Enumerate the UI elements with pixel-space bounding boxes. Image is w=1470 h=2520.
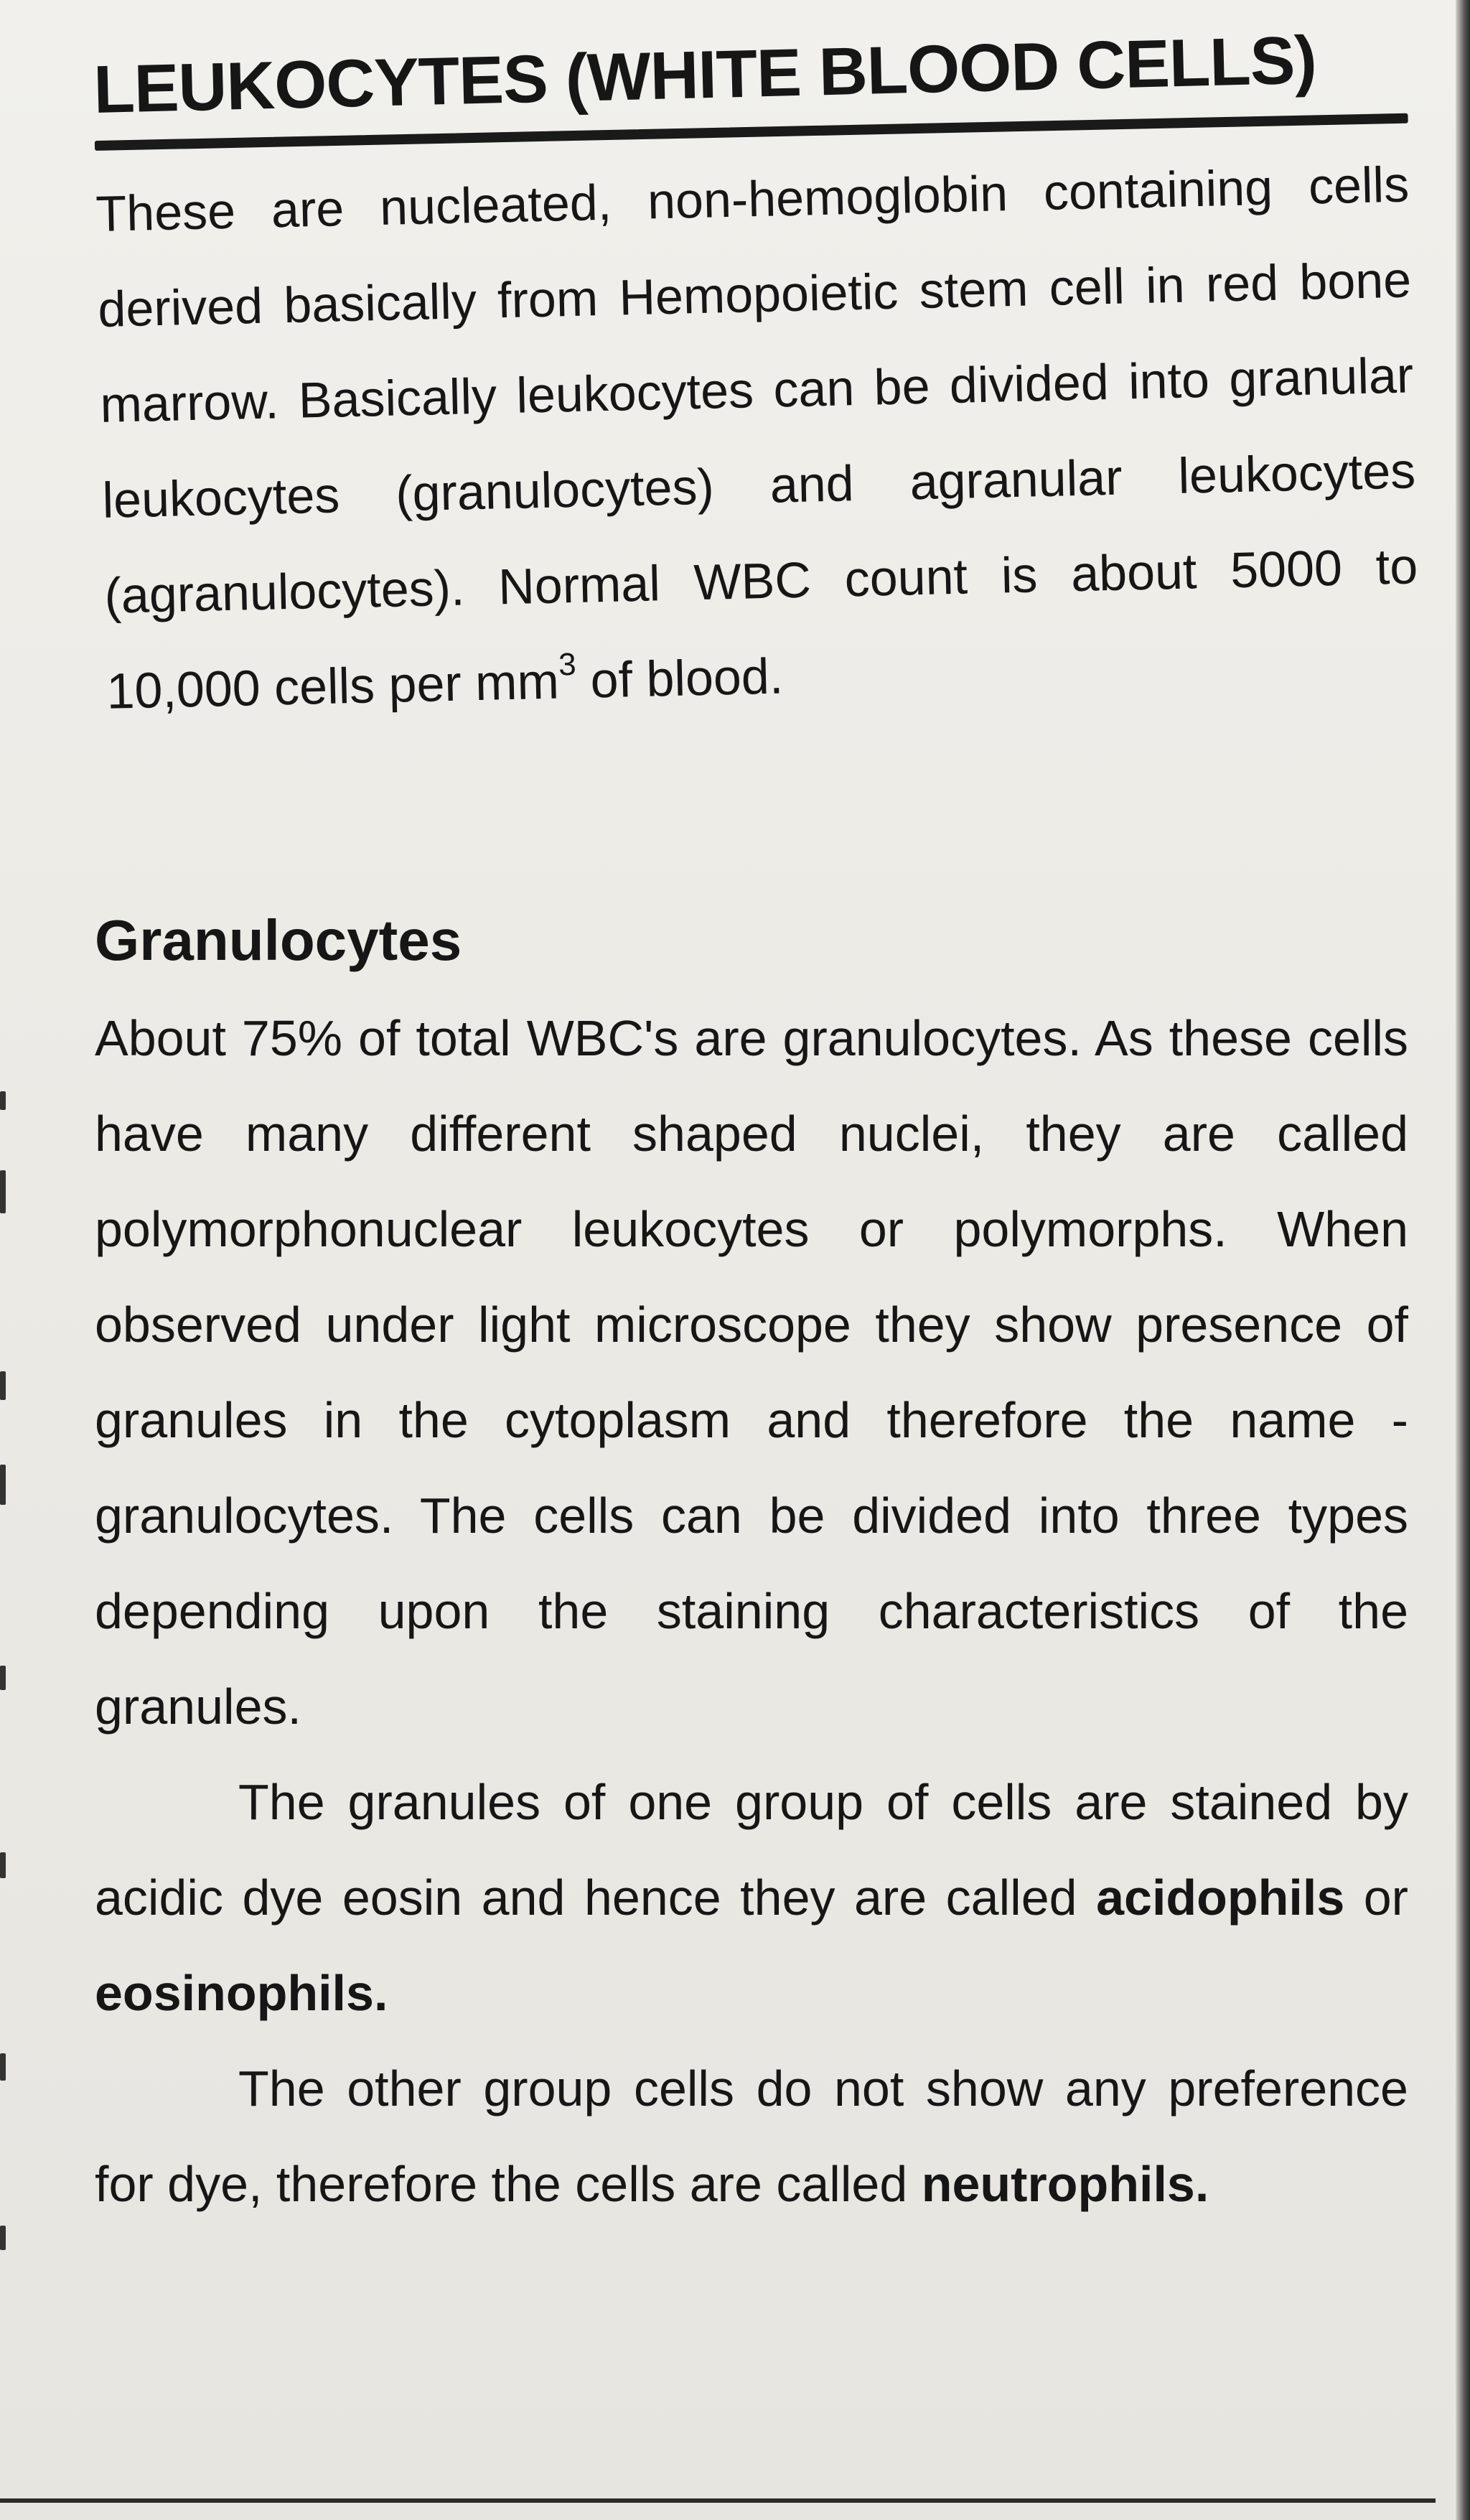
intro-text-end: of blood. xyxy=(576,648,784,709)
bottom-edge-line xyxy=(0,2498,1436,2503)
left-margin-mark xyxy=(0,2226,6,2250)
intro-paragraph xyxy=(95,136,1421,739)
granulocytes-paragraph-3 xyxy=(95,2041,1408,2232)
left-margin-mark xyxy=(0,1666,6,1690)
term-eosinophils: eosinophils xyxy=(95,1965,374,2021)
left-margin-mark xyxy=(0,1091,6,1110)
page-content xyxy=(93,22,1418,2232)
left-margin-mark xyxy=(0,1852,6,1878)
left-margin-mark xyxy=(0,1371,6,1400)
page-right-edge xyxy=(1456,0,1470,2520)
term-neutrophils: neutrophils xyxy=(921,2156,1195,2212)
intro-superscript: 3 xyxy=(558,646,577,683)
paragraph-2-end: . xyxy=(373,1965,388,2021)
paragraph-3-end: . xyxy=(1194,2156,1209,2212)
term-acidophils: acidophils xyxy=(1096,1870,1345,1926)
paragraph-2-join: or xyxy=(1344,1870,1408,1926)
intro-text: These are nucleated, non-hemoglobin containing cells derived basically from Hemopoietic stem cell in red bone marrow. Basically leukocytes can be divided into granular leukocytes (granulocytes) and agranular leukocytes (agranulocytes). Normal WBC count is about 5000 to 10,000 cells per mm xyxy=(95,156,1418,719)
section-heading-granulocytes: Granulocytes xyxy=(95,908,462,972)
left-margin-mark xyxy=(0,2053,6,2081)
page-title: LEUKOCYTES (WHITE BLOOD CELLS) xyxy=(93,22,1317,128)
granulocytes-paragraph-1: About 75% of total WBC's are granulocytes. As these cells have many different shaped nuclei, they are called polymorphonuclear leukocytes or polymorphs. When observed under light microscope they show presence of granules in the cytoplasm and therefore the name - granulocytes. The cells can be divided into three types depending upon the staining characteristics of the granules. xyxy=(95,1010,1408,1735)
paragraph-3-text: The other group cells do not show any preference for dye, therefore the cells are called xyxy=(95,2061,1408,2212)
paragraph-2-text: The granules of one group of cells are stained by acidic dye eosin and hence they are called xyxy=(95,1774,1408,1926)
left-margin-mark xyxy=(0,1170,6,1213)
granulocytes-paragraph-2 xyxy=(95,1755,1408,2041)
left-margin-mark xyxy=(0,1465,6,1505)
